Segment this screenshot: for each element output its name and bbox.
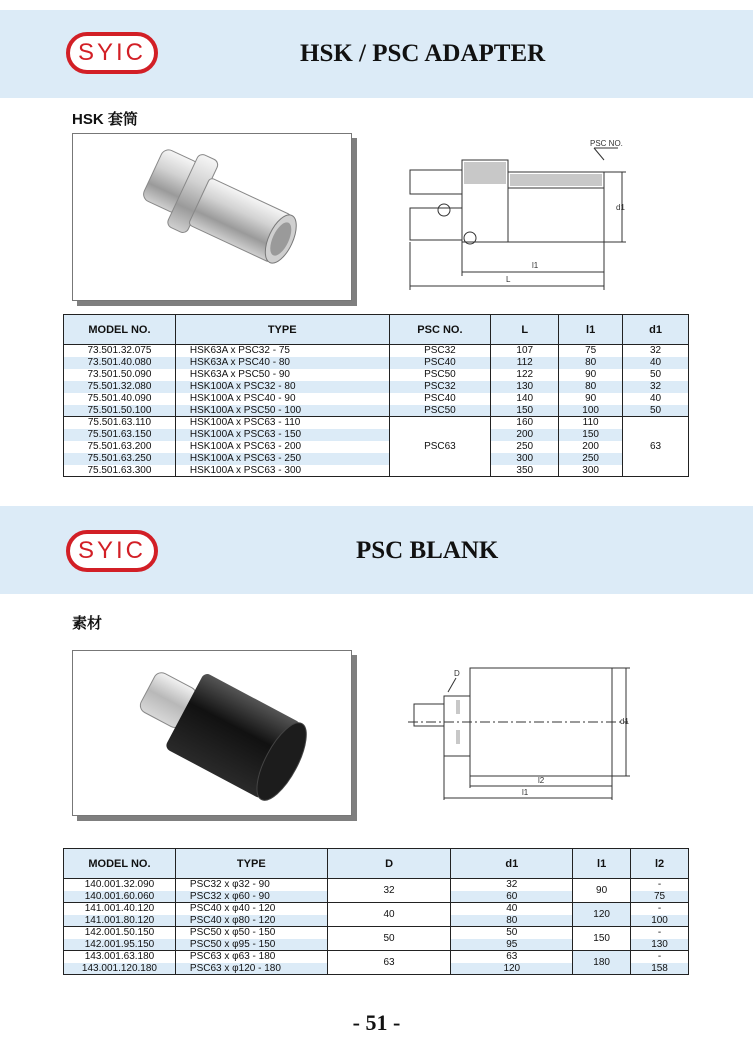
cell: -: [631, 927, 689, 939]
cell: 40: [623, 393, 689, 405]
cell: 75.501.50.100: [64, 405, 176, 417]
cell: 80: [451, 915, 573, 927]
cell: 60: [451, 891, 573, 903]
cell: 73.501.40.080: [64, 357, 176, 369]
cell: PSC50 x φ95 - 150: [175, 939, 327, 951]
col-model-no: MODEL NO.: [64, 849, 176, 879]
cell: 300: [491, 453, 559, 465]
cell: -: [631, 951, 689, 963]
cell-d1-merged: 63: [623, 417, 689, 477]
table-row: [64, 441, 689, 453]
cell: HSK100A x PSC63 - 110: [175, 417, 389, 429]
cell: 73.501.32.075: [64, 345, 176, 357]
logo-text: SYIC: [77, 39, 146, 66]
cell: 142.001.50.150: [64, 927, 176, 939]
col-type: TYPE: [175, 849, 327, 879]
cell: HSK100A x PSC63 - 300: [175, 465, 389, 477]
col-l1: l1: [573, 849, 631, 879]
cell: 75.501.63.110: [64, 417, 176, 429]
table-row: [64, 879, 689, 891]
cell: 100: [559, 405, 623, 417]
cell: 158: [631, 963, 689, 975]
cell: 130: [491, 381, 559, 393]
section-title-adapter: HSK / PSC ADAPTER: [300, 40, 546, 67]
label-l1: l1: [522, 788, 529, 797]
cell-l1-merged: 180: [573, 951, 631, 975]
cell: PSC50 x φ50 - 150: [175, 927, 327, 939]
cell: 32: [623, 381, 689, 393]
cell: PSC40 x φ80 - 120: [175, 915, 327, 927]
adapter-drawing-icon: [404, 140, 634, 290]
adapter-render-icon: [73, 134, 351, 300]
cell: 122: [491, 369, 559, 381]
cell-psc63-merged: PSC63: [389, 417, 491, 477]
cell: 75: [631, 891, 689, 903]
product-photo-blank: [72, 650, 352, 816]
cell: 140.001.60.060: [64, 891, 176, 903]
cell: 90: [559, 393, 623, 405]
table-row: [64, 369, 689, 381]
cell: 150: [491, 405, 559, 417]
cell: 90: [559, 369, 623, 381]
cell-l1-merged: 150: [573, 927, 631, 951]
cell: 73.501.50.090: [64, 369, 176, 381]
product-photo-adapter: [72, 133, 352, 301]
col-l1: l1: [559, 315, 623, 345]
syic-logo: [66, 32, 158, 74]
cell: HSK100A x PSC63 - 200: [175, 441, 389, 453]
cell-D-merged: 63: [327, 951, 451, 975]
cell: 40: [451, 903, 573, 915]
label-psc-no: PSC NO.: [590, 140, 623, 148]
col-psc-no: PSC NO.: [389, 315, 491, 345]
label-L: L: [506, 275, 511, 284]
cell: -: [631, 879, 689, 891]
table-row: [64, 903, 689, 915]
syic-logo: [66, 530, 158, 572]
cell: 350: [491, 465, 559, 477]
cell: PSC32 x φ32 - 90: [175, 879, 327, 891]
blank-spec-table: [63, 848, 689, 975]
cell: 140: [491, 393, 559, 405]
cell: 112: [491, 357, 559, 369]
blank-drawing-icon: [408, 664, 634, 804]
cell: 80: [559, 381, 623, 393]
adapter-spec-table: [63, 314, 689, 477]
cell: HSK100A x PSC40 - 90: [175, 393, 389, 405]
cell: 75.501.63.150: [64, 429, 176, 441]
cell: 250: [559, 453, 623, 465]
col-type: TYPE: [175, 315, 389, 345]
cell: HSK63A x PSC50 - 90: [175, 369, 389, 381]
col-model-no: MODEL NO.: [64, 315, 176, 345]
cell: 143.001.63.180: [64, 951, 176, 963]
col-l2: l2: [631, 849, 689, 879]
cell: 300: [559, 465, 623, 477]
cell: 100: [631, 915, 689, 927]
table-row: [64, 453, 689, 465]
col-D: D: [327, 849, 451, 879]
cell: 200: [559, 441, 623, 453]
cell: PSC32: [389, 381, 491, 393]
cell: 107: [491, 345, 559, 357]
label-D: D: [454, 669, 460, 678]
label-d1: d1: [616, 203, 625, 212]
table-header-row: [64, 849, 689, 879]
table-row: [64, 465, 689, 477]
cell: 75.501.63.200: [64, 441, 176, 453]
cell: 110: [559, 417, 623, 429]
cell: 50: [623, 369, 689, 381]
cell-l1-merged: 90: [573, 879, 631, 903]
cell: 75: [559, 345, 623, 357]
table-row: [64, 393, 689, 405]
blank-technical-drawing: [408, 664, 634, 804]
cell: HSK100A x PSC63 - 150: [175, 429, 389, 441]
cell: HSK100A x PSC63 - 250: [175, 453, 389, 465]
cell: 75.501.32.080: [64, 381, 176, 393]
col-d1: d1: [451, 849, 573, 879]
section-title-blank: PSC BLANK: [356, 537, 499, 564]
cell: 141.001.80.120: [64, 915, 176, 927]
cell: 120: [451, 963, 573, 975]
cell: 75.501.63.300: [64, 465, 176, 477]
page-number: - 51 -: [352, 1010, 401, 1035]
cell: 80: [559, 357, 623, 369]
table-row: [64, 405, 689, 417]
logo-text: SYIC: [77, 537, 146, 564]
cell: 250: [491, 441, 559, 453]
subhead-blank: 素材: [72, 615, 103, 632]
table-row: [64, 417, 689, 429]
cell: PSC40: [389, 393, 491, 405]
cell: PSC32 x φ60 - 90: [175, 891, 327, 903]
cell: 75.501.63.250: [64, 453, 176, 465]
label-d1: d1: [620, 717, 629, 726]
cell: 95: [451, 939, 573, 951]
cell: HSK100A x PSC50 - 100: [175, 405, 389, 417]
cell: PSC50: [389, 369, 491, 381]
table-row: [64, 345, 689, 357]
cell-D-merged: 32: [327, 879, 451, 903]
cell: 130: [631, 939, 689, 951]
cell: 200: [491, 429, 559, 441]
cell: 32: [451, 879, 573, 891]
cell: HSK63A x PSC40 - 80: [175, 357, 389, 369]
table-header-row: [64, 315, 689, 345]
cell-D-merged: 40: [327, 903, 451, 927]
cell: HSK100A x PSC32 - 80: [175, 381, 389, 393]
cell: 50: [623, 405, 689, 417]
col-L: L: [491, 315, 559, 345]
cell-l1-merged: 120: [573, 903, 631, 927]
cell: 32: [623, 345, 689, 357]
subhead-adapter: HSK 套筒: [72, 111, 138, 128]
cell: 75.501.40.090: [64, 393, 176, 405]
table-row: [64, 951, 689, 963]
cell: 141.001.40.120: [64, 903, 176, 915]
cell: 40: [623, 357, 689, 369]
label-l1: l1: [532, 261, 539, 270]
cell: HSK63A x PSC32 - 75: [175, 345, 389, 357]
cell: PSC50: [389, 405, 491, 417]
col-d1: d1: [623, 315, 689, 345]
cell: 143.001.120.180: [64, 963, 176, 975]
cell: 140.001.32.090: [64, 879, 176, 891]
cell: PSC63 x φ120 - 180: [175, 963, 327, 975]
table-row: [64, 429, 689, 441]
cell: 142.001.95.150: [64, 939, 176, 951]
cell: 50: [451, 927, 573, 939]
table-row: [64, 357, 689, 369]
adapter-technical-drawing: [404, 140, 634, 290]
cell: PSC40 x φ40 - 120: [175, 903, 327, 915]
cell: -: [631, 903, 689, 915]
cell: PSC32: [389, 345, 491, 357]
cell: 150: [559, 429, 623, 441]
cell: PSC40: [389, 357, 491, 369]
cell: PSC63 x φ63 - 180: [175, 951, 327, 963]
cell: 63: [451, 951, 573, 963]
cell: 160: [491, 417, 559, 429]
cell-D-merged: 50: [327, 927, 451, 951]
label-l2: l2: [538, 776, 545, 785]
table-row: [64, 927, 689, 939]
blank-render-icon: [73, 651, 351, 815]
table-row: [64, 381, 689, 393]
